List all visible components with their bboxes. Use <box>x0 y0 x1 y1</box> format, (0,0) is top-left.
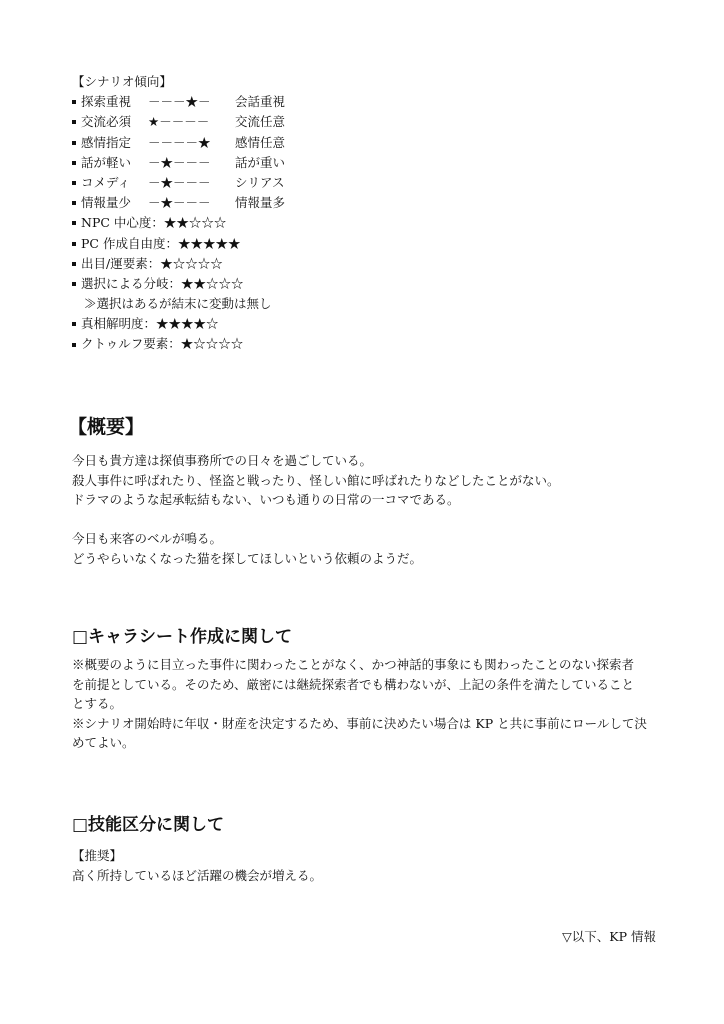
scale-left-label: 情報量少 <box>81 195 132 211</box>
bullet-icon <box>72 201 76 205</box>
scale-left-label: 話が軽い <box>81 154 132 170</box>
scale-right-label: 会話重視 <box>235 94 286 110</box>
scale-indicator: －★－－－ <box>148 174 211 190</box>
overview-line: 今日も貴方達は探偵事務所での日々を過ごしている。 <box>72 453 373 468</box>
overview-heading: 【概要】 <box>68 416 145 438</box>
charsheet-line: めてよい。 <box>72 735 135 750</box>
tendency-rating-row <box>72 213 285 233</box>
scale-left-label: 交流必須 <box>81 114 132 130</box>
tendency-scale-row <box>72 153 285 173</box>
charsheet-line: ※シナリオ開始時に年収・財産を決定するため、事前に決めたい場合は KP と共に事前にロールして決 <box>72 715 647 731</box>
bullet-icon <box>72 322 76 326</box>
charsheet-line: ※概要のように目立った事件に関わったことがなく、かつ神話的事象にも関わったことのない探索者 <box>72 657 635 672</box>
tendency-rating-row <box>72 234 285 254</box>
skills-subheading: 【推奨】 <box>72 848 123 863</box>
scale-indicator: －－－★－ <box>148 94 211 110</box>
bullet-icon <box>72 181 76 185</box>
tendency-scale-row <box>72 112 285 132</box>
tendency-rating-row <box>72 334 285 354</box>
scale-left-label: 感情指定 <box>81 134 132 150</box>
tendency-scale-row <box>72 193 285 213</box>
scale-indicator: －★－－－ <box>148 154 211 170</box>
scale-left-label: 探索重視 <box>81 94 132 110</box>
rating-text: 出目/運要素：★☆☆☆☆ <box>81 255 223 271</box>
scale-right-label: シリアス <box>235 174 285 190</box>
bullet-icon <box>72 221 76 225</box>
tendency-header: 【シナリオ傾向】 <box>72 74 172 89</box>
bullet-icon <box>72 100 76 104</box>
bullet-icon <box>72 343 76 347</box>
overview-blank-line <box>72 510 662 530</box>
charsheet-heading: □キャラシート作成に関して <box>72 627 293 647</box>
tendency-scale-row <box>72 133 285 153</box>
overview-body <box>72 451 662 568</box>
tendency-scale-row <box>72 92 285 112</box>
rating-text: NPC 中心度：★★☆☆☆ <box>81 215 227 231</box>
scale-right-label: 話が重い <box>235 154 286 170</box>
bullet-icon <box>72 161 76 165</box>
scale-right-label: 感情任意 <box>235 134 286 150</box>
overview-line: どうやらいなくなった猫を探してほしいという依頼のようだ。 <box>72 550 423 566</box>
kp-info-note: ▽以下、KP 情報 <box>562 929 656 944</box>
rating-text: 真相解明度：★★★★☆ <box>81 316 219 332</box>
tendency-rating-row <box>72 314 285 334</box>
scale-indicator: －－－－★ <box>148 134 211 150</box>
bullet-icon <box>72 120 76 124</box>
overview-line: 今日も来客のベルが鳴る。 <box>72 531 223 546</box>
bullet-icon <box>72 242 76 246</box>
scale-indicator: ★－－－－ <box>148 114 210 130</box>
tendency-scale-row <box>72 173 285 193</box>
bullet-icon <box>72 262 76 266</box>
tendency-rating-row <box>72 254 285 274</box>
rating-text: PC 作成自由度：★★★★★ <box>81 235 241 251</box>
charsheet-line: とする。 <box>72 696 123 711</box>
charsheet-body <box>72 655 662 753</box>
branch-note: ≫選択はあるが結末に変動は無し <box>84 296 272 312</box>
overview-line: 殺人事件に呼ばれたり、怪盗と戦ったり、怪しい館に呼ばれたりなどしたことがない。 <box>72 472 560 488</box>
rating-text: 選択による分岐：★★☆☆☆ <box>81 275 244 291</box>
skills-line: 高く所持しているほど活躍の機会が増える。 <box>72 867 323 883</box>
charsheet-line: を前提としている。そのため、厳密には継続探索者でも構わないが、上記の条件を満たしていること <box>72 676 635 692</box>
scale-right-label: 情報量多 <box>235 195 286 211</box>
bullet-icon <box>72 141 76 145</box>
scale-left-label: コメディ <box>81 174 131 190</box>
overview-line: ドラマのような起承転結もない、いつも通りの日常の一コマである。 <box>72 492 460 507</box>
tendency-rating-row <box>72 274 285 294</box>
scenario-tendency-block <box>72 72 285 355</box>
bullet-icon <box>72 282 76 286</box>
scale-indicator: －★－－－ <box>148 195 211 211</box>
rating-text: クトゥルフ要素：★☆☆☆☆ <box>81 336 244 352</box>
skills-heading: □技能区分に関して <box>72 815 225 835</box>
skills-body <box>72 846 662 885</box>
scale-right-label: 交流任意 <box>235 114 286 130</box>
